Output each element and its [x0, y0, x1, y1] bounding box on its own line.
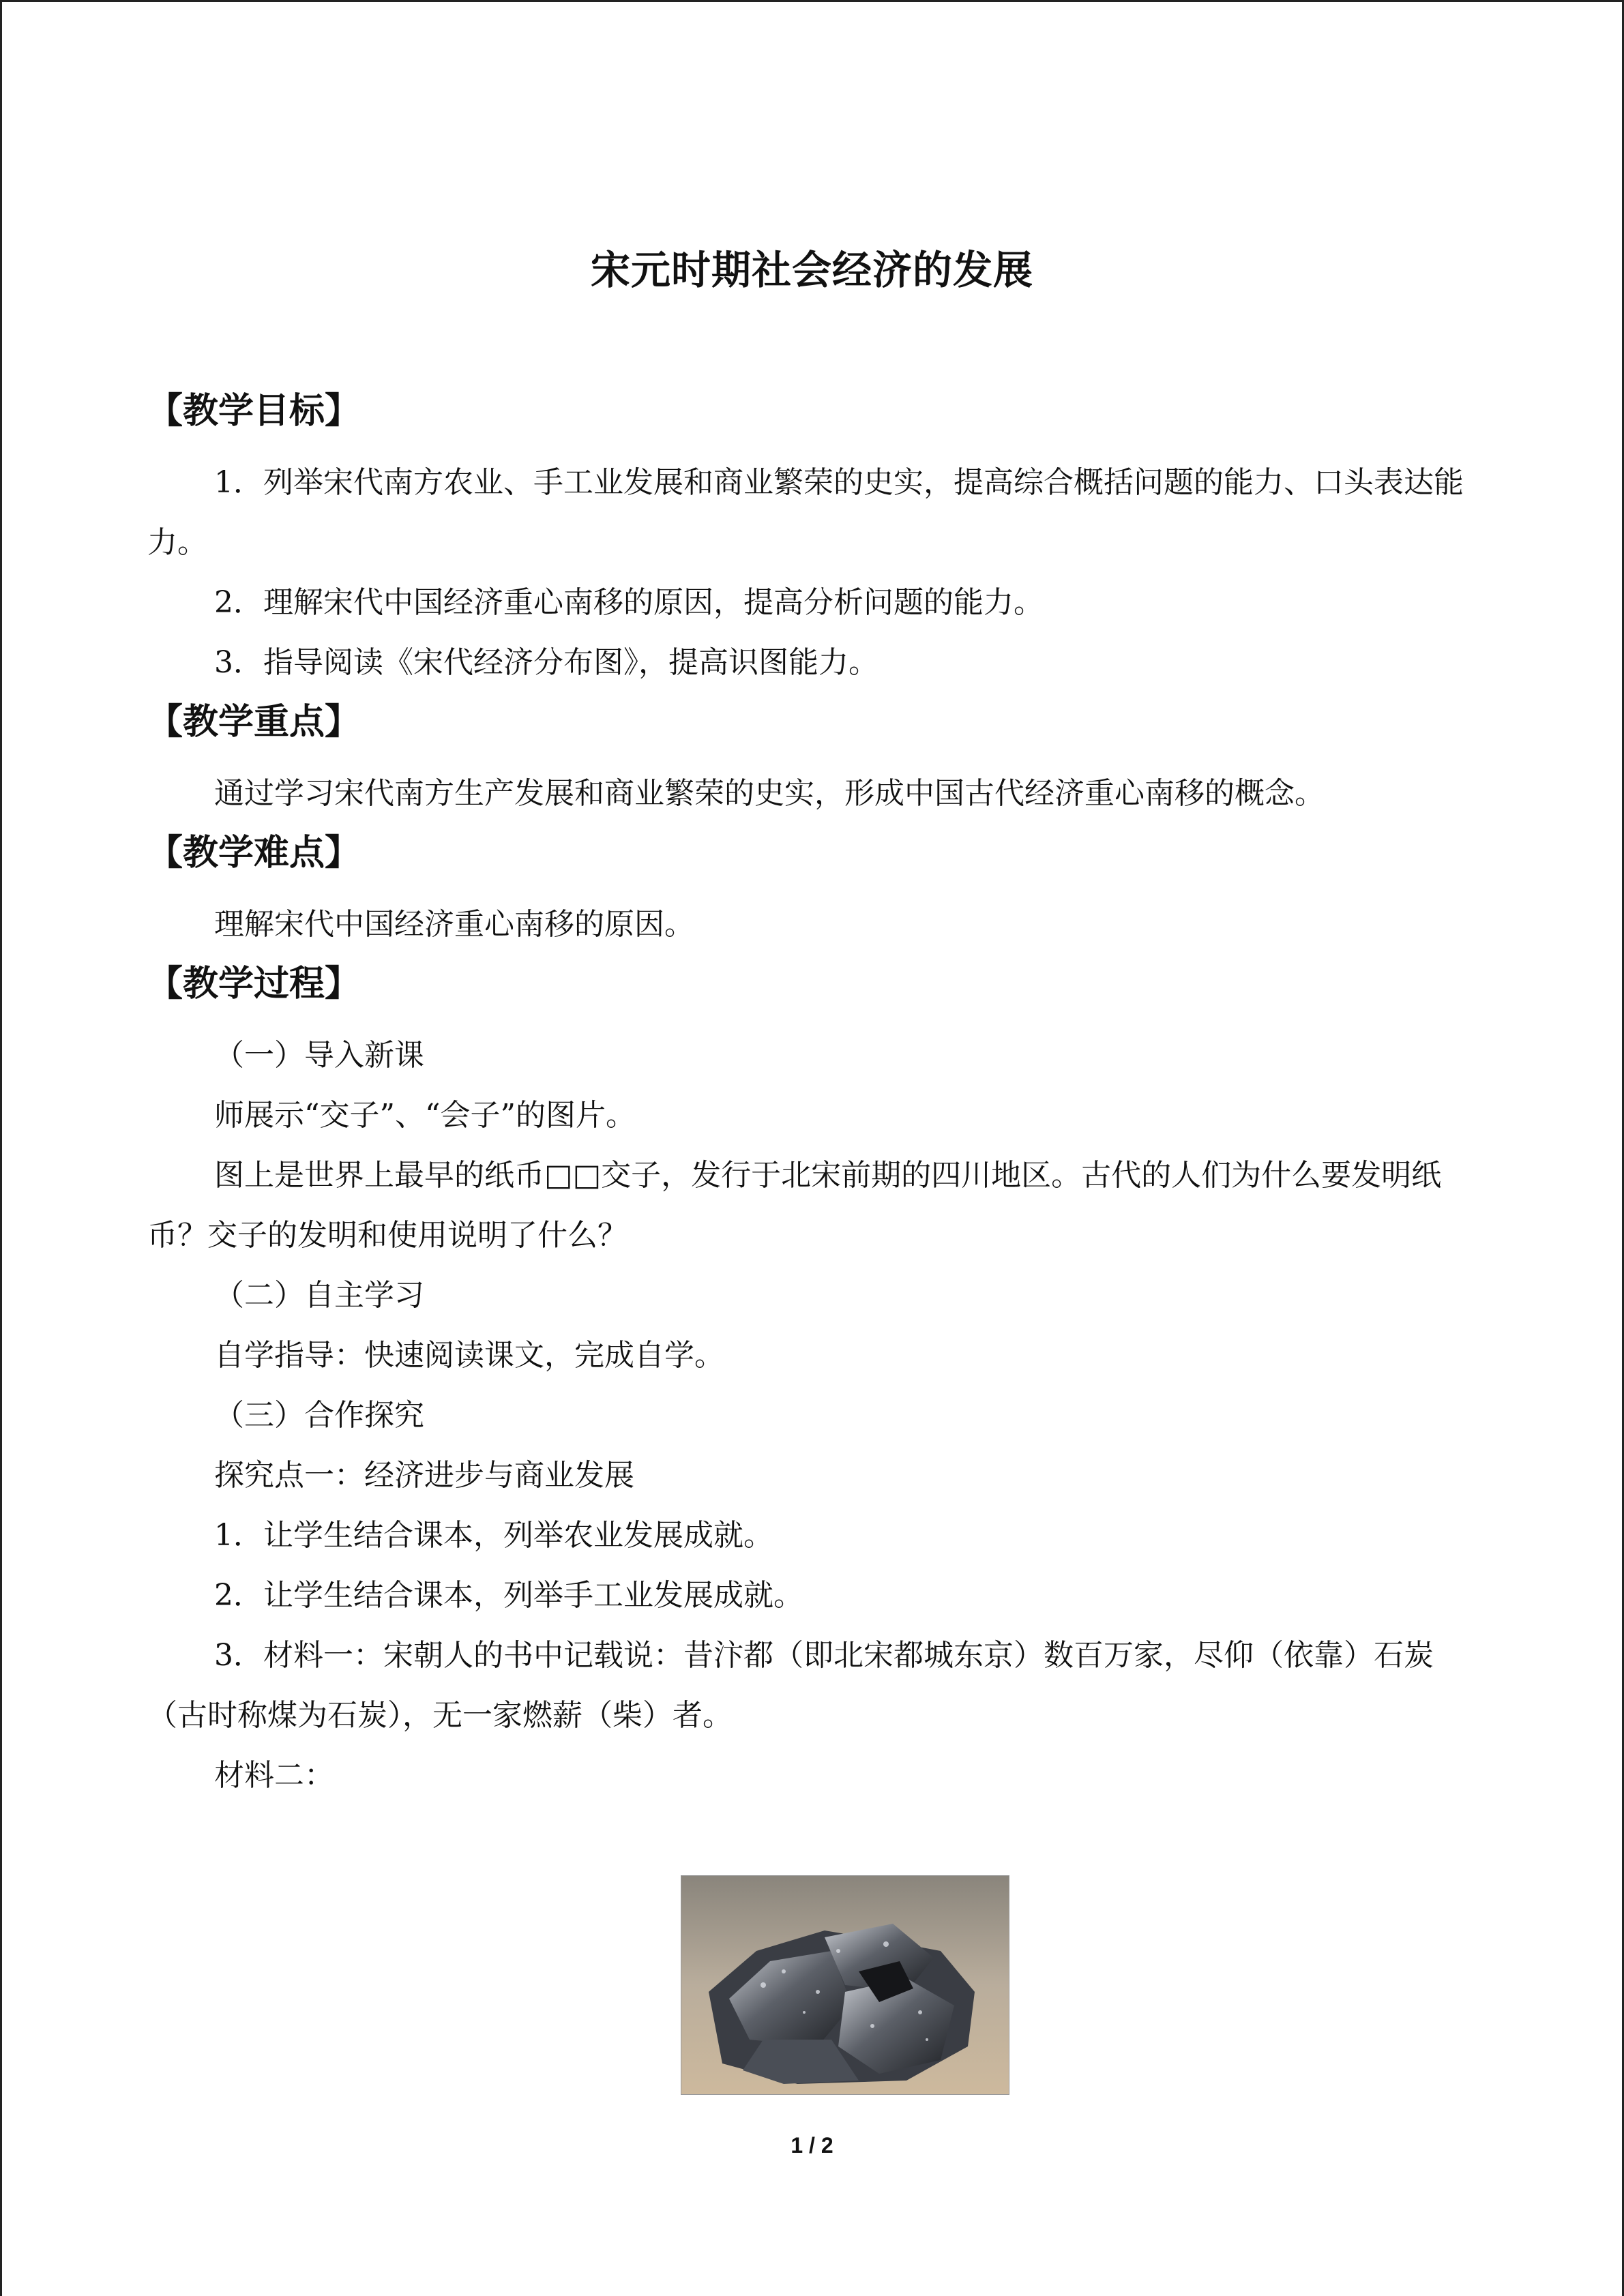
process-line: （三）合作探究: [214, 1398, 424, 1433]
process-line: 师展示“交子”、“会子”的图片。: [214, 1098, 636, 1133]
objectives-heading: 【教学目标】: [147, 391, 361, 432]
process-line: （二）自主学习: [214, 1278, 424, 1313]
process-heading: 【教学过程】: [147, 964, 361, 1004]
key-points-heading: 【教学重点】: [147, 702, 361, 743]
page-border-top: [0, 0, 1624, 2]
process-line: 2．让学生结合课本，列举手工业发展成就。: [214, 1578, 803, 1613]
document-body: [147, 382, 1477, 1806]
page-number: 1 / 2: [791, 2133, 833, 2158]
page-border-left: [0, 0, 2, 2296]
process-line: 材料二：: [214, 1758, 334, 1793]
process-line: 探究点一：经济进步与商业发展: [214, 1458, 634, 1493]
process-line: （一）导入新课: [214, 1038, 424, 1073]
objective-item: 3．指导阅读《宋代经济分布图》，提高识图能力。: [214, 645, 879, 680]
objective-item: 2．理解宋代中国经济重心南移的原因，提高分析问题的能力。: [214, 585, 1044, 620]
coal-photo: [681, 1875, 1009, 2095]
key-points-text: 通过学习宋代南方生产发展和商业繁荣的史实，形成中国古代经济重心南移的概念。: [214, 776, 1325, 811]
process-line: 自学指导：快速阅读课文，完成自学。: [214, 1338, 724, 1373]
process-line: 1．让学生结合课本，列举农业发展成就。: [214, 1518, 773, 1553]
process-line: 3．材料一：宋朝人的书中记载说：昔汴都（即北宋都城东京）数百万家，尽仰（依靠）石炭（古时称煤为石炭），无一家燃薪（柴）者。: [147, 1638, 1434, 1733]
difficulties-text: 理解宋代中国经济重心南移的原因。: [214, 907, 694, 942]
page-title: 宋元时期社会经济的发展: [590, 246, 1033, 293]
difficulties-heading: 【教学难点】: [147, 833, 361, 874]
objective-item: 1．列举宋代南方农业、手工业发展和商业繁荣的史实，提高综合概括问题的能力、口头表达能力。: [147, 465, 1464, 560]
process-line: 图上是世界上最早的纸币□□交子，发行于北宋前期的四川地区。古代的人们为什么要发明纸币？交子的发明和使用说明了什么？: [147, 1158, 1442, 1253]
